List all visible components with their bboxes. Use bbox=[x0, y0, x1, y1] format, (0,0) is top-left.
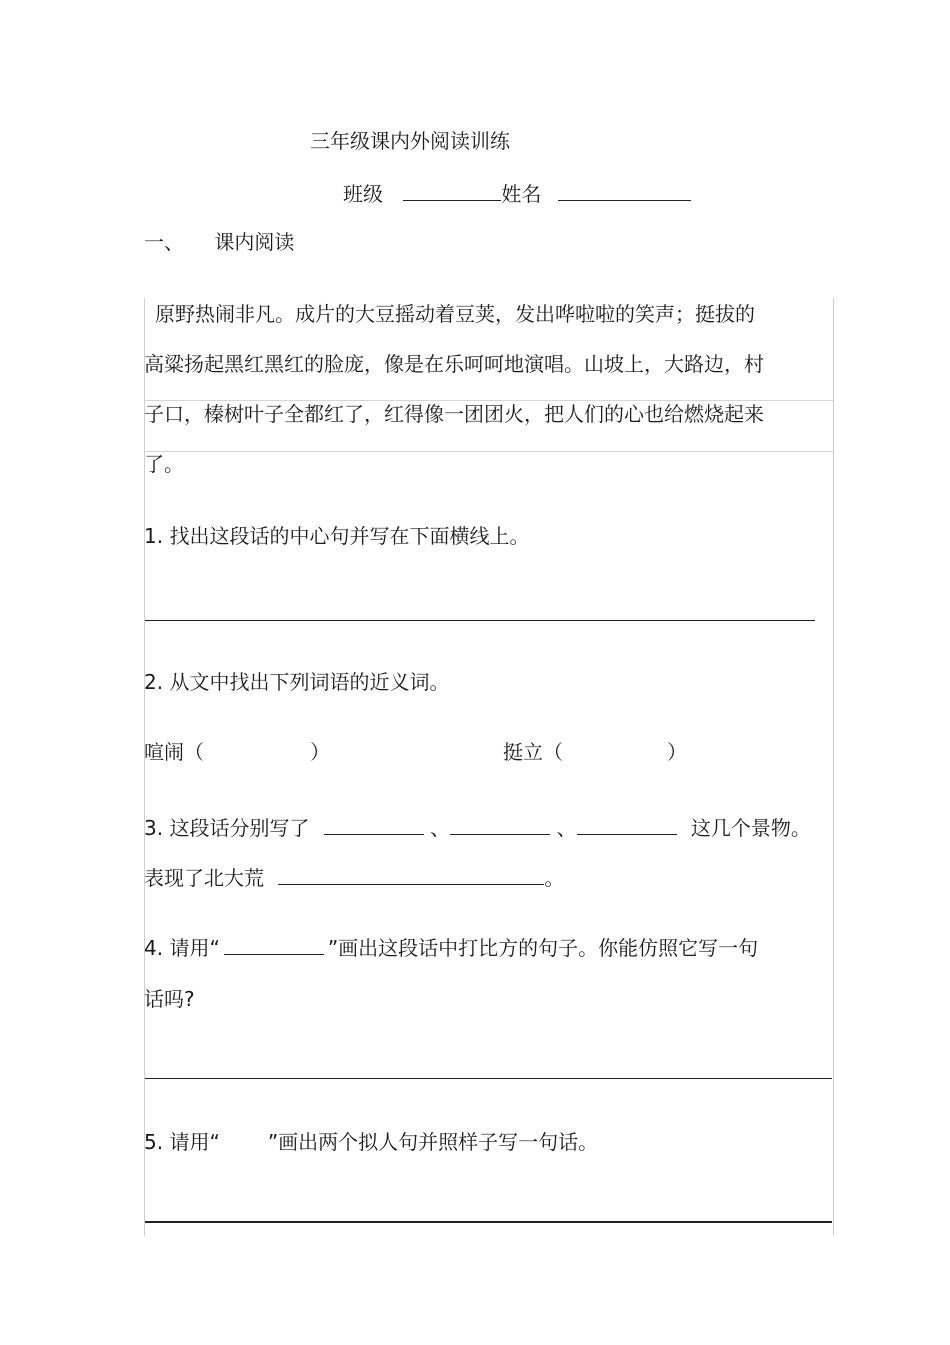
scene-blank-2[interactable] bbox=[450, 814, 550, 835]
question-1: 1. 找出这段话的中心句并写在下面横线上。 bbox=[144, 524, 530, 548]
question-3-line2-prefix: 表现了北大荒 bbox=[144, 866, 264, 890]
question-4-suffix: ”画出这段话中打比方的句子。你能仿照它写一句 bbox=[327, 936, 759, 960]
period: 。 bbox=[544, 866, 565, 890]
student-info bbox=[343, 180, 691, 206]
mark-sample bbox=[224, 934, 324, 955]
scene-blank-3[interactable] bbox=[577, 814, 677, 835]
question-3-line-2 bbox=[144, 864, 564, 890]
question-3-suffix: 这几个景物。 bbox=[690, 816, 811, 840]
question-2: 2. 从文中找出下列词语的近义词。 bbox=[144, 670, 450, 694]
passage-line: 子口，榛树叶子全都红了，红得像一团团火，把人们的心也给燃烧起来 bbox=[144, 402, 764, 426]
passage-box-left bbox=[144, 298, 145, 1236]
synonym-item-2 bbox=[503, 740, 687, 764]
answer-line-4[interactable] bbox=[145, 1078, 832, 1079]
question-3-line-1 bbox=[144, 814, 811, 840]
section-label: 课内阅读 bbox=[214, 230, 295, 254]
synonym-item-1 bbox=[144, 740, 330, 764]
close-paren: ） bbox=[667, 740, 687, 764]
passage-box-right bbox=[833, 298, 834, 1236]
passage-line: 高粱扬起黑红黑红的脸庞，像是在乐呵呵地演唱。山坡上，大路边，村 bbox=[144, 352, 764, 376]
question-3-prefix: 3. 这段话分别写了 bbox=[144, 816, 310, 840]
question-5-suffix: ”画出两个拟人句并照样子写一句话。 bbox=[267, 1130, 599, 1154]
page-title: 三年级课内外阅读训练 bbox=[310, 129, 510, 153]
question-5 bbox=[144, 1130, 598, 1154]
class-blank[interactable] bbox=[403, 180, 501, 201]
synonym-word-2: 挺立（ bbox=[503, 740, 563, 764]
answer-line-1[interactable] bbox=[145, 620, 815, 621]
close-paren: ） bbox=[310, 740, 330, 764]
feature-blank[interactable] bbox=[278, 864, 544, 885]
name-label: 姓名 bbox=[501, 182, 542, 206]
passage-line: 了。 bbox=[144, 452, 184, 476]
separator: 、 bbox=[430, 816, 451, 840]
passage-box-divider bbox=[144, 400, 833, 401]
question-5-prefix: 5. 请用“ bbox=[144, 1130, 220, 1154]
class-label: 班级 bbox=[343, 182, 383, 206]
passage-box-divider bbox=[144, 451, 833, 452]
scene-blank-1[interactable] bbox=[324, 814, 424, 835]
passage-line: 原野热闹非凡。成片的大豆摇动着豆荚，发出哗啦啦的笑声；挺拔的 bbox=[155, 302, 755, 326]
section-heading bbox=[144, 230, 294, 254]
answer-line-5[interactable] bbox=[145, 1221, 832, 1223]
synonym-word-1: 喧闹（ bbox=[144, 740, 204, 764]
separator: 、 bbox=[556, 816, 577, 840]
question-4-prefix: 4. 请用“ bbox=[144, 936, 220, 960]
question-4-line-2: 话吗? bbox=[144, 987, 195, 1011]
section-number: 一、 bbox=[144, 230, 184, 254]
name-blank[interactable] bbox=[558, 180, 691, 201]
question-4-line-1 bbox=[144, 934, 758, 960]
